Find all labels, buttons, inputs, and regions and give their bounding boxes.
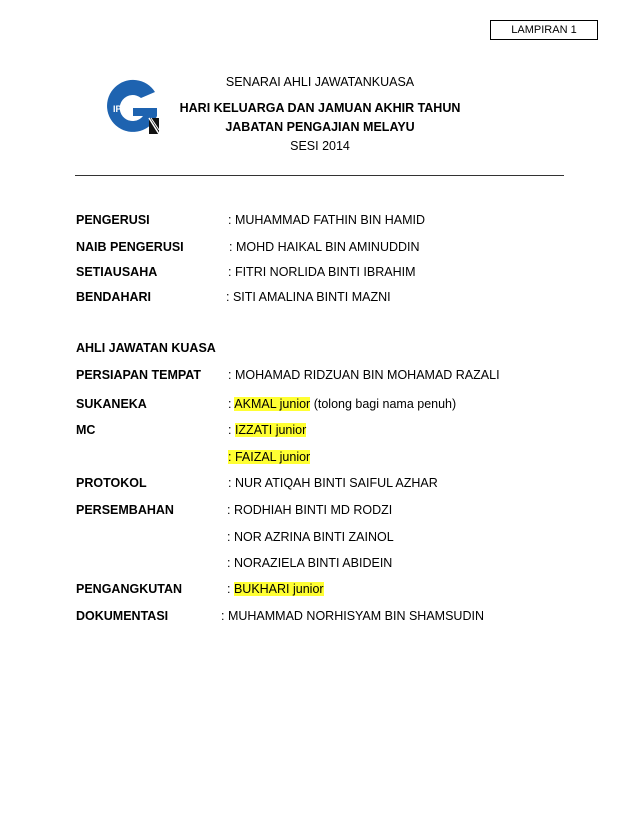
sukaneka-note: (tolong bagi nama penuh) (310, 397, 457, 411)
label-pengangkutan: PENGANGKUTAN (76, 582, 183, 596)
value-bendahari: : SITI AMALINA BINTI MAZNI (226, 290, 391, 304)
value-protokol: : NUR ATIQAH BINTI SAIFUL AZHAR (228, 476, 438, 490)
value-persembahan-2: : NOR AZRINA BINTI ZAINOL (227, 530, 394, 544)
mc-extra-highlight: : FAIZAL junior (228, 450, 311, 464)
sukaneka-highlight: AKMAL junior (234, 397, 311, 411)
label-sukaneka: SUKANEKA (76, 397, 147, 411)
value-naib-pengerusi: : MOHD HAIKAL BIN AMINUDDIN (229, 240, 420, 254)
header-event: HARI KELUARGA DAN JAMUAN AKHIR TAHUN (179, 101, 461, 115)
label-persembahan: PERSEMBAHAN (76, 503, 174, 517)
logo-text: IPG (113, 104, 129, 114)
pengangkutan-highlight: BUKHARI junior (233, 582, 324, 596)
label-mc: MC (76, 423, 96, 437)
value-setiausaha: : FITRI NORLIDA BINTI IBRAHIM (228, 265, 416, 279)
value-persiapan-tempat: : MOHAMAD RIDZUAN BIN MOHAMAD RAZALI (228, 368, 500, 382)
value-sukaneka (228, 397, 456, 411)
header-divider (75, 175, 564, 176)
value-mc (228, 423, 306, 437)
mc-highlight: IZZATI junior (234, 423, 307, 437)
value-dokumentasi: : MUHAMMAD NORHISYAM BIN SHAMSUDIN (221, 609, 484, 623)
label-pengerusi: PENGERUSI (76, 213, 150, 227)
label-naib-pengerusi: NAIB PENGERUSI (76, 240, 184, 254)
label-bendahari: BENDAHARI (76, 290, 151, 304)
sukaneka-prefix: : (228, 397, 235, 411)
header-title: SENARAI AHLI JAWATANKUASA (225, 75, 415, 89)
value-pengangkutan (227, 582, 324, 596)
label-dokumentasi: DOKUMENTASI (76, 609, 169, 623)
value-pengerusi: : MUHAMMAD FATHIN BIN HAMID (228, 213, 425, 227)
value-persembahan-3: : NORAZIELA BINTI ABIDEIN (227, 556, 393, 570)
header-session: SESI 2014 (290, 139, 350, 153)
label-persiapan-tempat: PERSIAPAN TEMPAT (76, 368, 202, 382)
label-setiausaha: SETIAUSAHA (76, 265, 158, 279)
section-title: AHLI JAWATAN KUASA (76, 341, 216, 355)
pengangkutan-prefix: : (227, 582, 234, 596)
header-department: JABATAN PENGAJIAN MELAYU (225, 120, 415, 134)
lampiran-box: LAMPIRAN 1 (490, 20, 598, 40)
value-persembahan-1: : RODHIAH BINTI MD RODZI (227, 503, 393, 517)
mc-prefix: : (228, 423, 235, 437)
label-protokol: PROTOKOL (76, 476, 147, 490)
